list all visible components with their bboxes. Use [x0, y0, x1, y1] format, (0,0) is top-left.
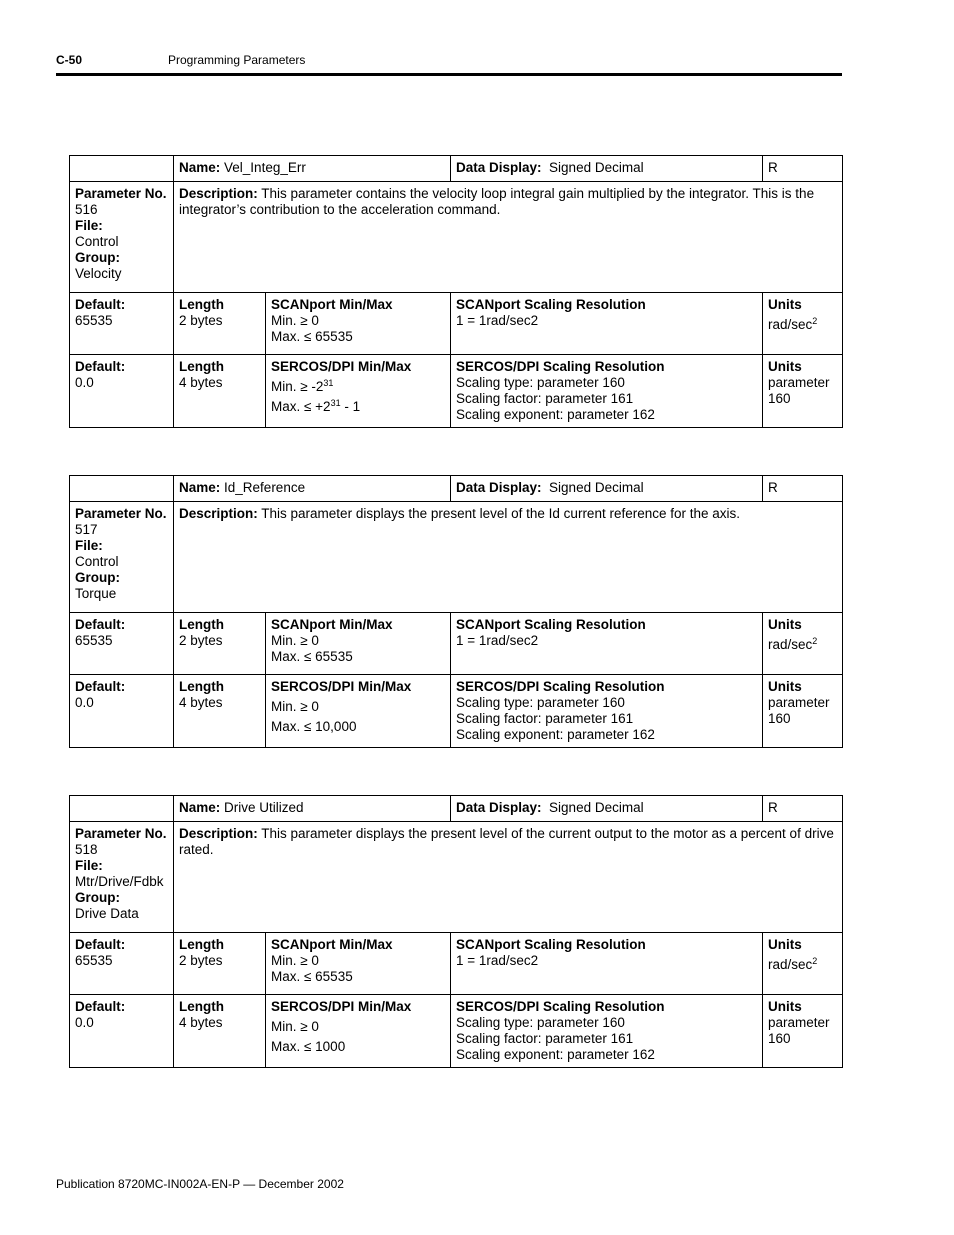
group-value: Drive Data	[75, 906, 139, 921]
parameter-table-516	[69, 155, 843, 428]
scanport-units-cell	[763, 293, 843, 355]
sercos-units-cell	[763, 675, 843, 748]
file-label: File:	[75, 858, 103, 873]
name-cell	[174, 476, 451, 502]
scanport-scaling-cell	[451, 613, 763, 675]
blank-cell	[70, 476, 174, 502]
page-number: C-50	[56, 53, 83, 67]
sercos-minmax-cell	[266, 355, 451, 428]
units-line: parameter	[768, 1015, 830, 1030]
sercos-scaling-cell	[451, 995, 763, 1068]
max-tail: - 1	[340, 399, 361, 414]
min-exponent: 31	[323, 378, 334, 388]
scaling-line: Scaling exponent: parameter 162	[456, 1047, 655, 1062]
default-label: Default:	[75, 937, 126, 952]
default-label: Default:	[75, 679, 126, 694]
scanport-scaling-label: SCANport Scaling Resolution	[456, 617, 646, 632]
data-display-cell	[451, 796, 763, 822]
length-label: Length	[179, 297, 224, 312]
parameter-no-value: 516	[75, 202, 98, 217]
file-value: Mtr/Drive/Fdbk	[75, 874, 164, 889]
scanport-default-cell	[70, 613, 174, 675]
blank-cell	[70, 156, 174, 182]
data-display-label: Data Display:	[456, 480, 542, 495]
scaling-line: Scaling factor: parameter 161	[456, 391, 634, 406]
length-value: 4 bytes	[179, 1015, 223, 1030]
max-value	[271, 399, 445, 415]
scanport-minmax-cell	[266, 613, 451, 675]
scanport-length-cell	[174, 613, 266, 675]
group-value: Torque	[75, 586, 117, 601]
units-base: rad/sec	[768, 317, 813, 332]
parameter-no-label: Parameter No.	[75, 506, 167, 521]
sercos-minmax-label: SERCOS/DPI Min/Max	[271, 679, 412, 694]
data-display-label: Data Display:	[456, 160, 542, 175]
sercos-scaling-cell	[451, 355, 763, 428]
header-rule	[56, 73, 842, 76]
scaling-line: Scaling type: parameter 160	[456, 1015, 625, 1030]
group-value: Velocity	[75, 266, 122, 281]
max-value: Max. ≤ 65535	[271, 649, 353, 664]
sercos-scaling-label: SERCOS/DPI Scaling Resolution	[456, 999, 665, 1014]
min-value: Min. ≥ 0	[271, 313, 319, 328]
units-base: rad/sec	[768, 957, 813, 972]
name-cell	[174, 796, 451, 822]
sercos-units-cell	[763, 995, 843, 1068]
units-line: 160	[768, 711, 791, 726]
sercos-default-cell	[70, 355, 174, 428]
min-value	[271, 1019, 445, 1035]
group-label: Group:	[75, 890, 120, 905]
sercos-minmax-label: SERCOS/DPI Min/Max	[271, 359, 412, 374]
units-line: 160	[768, 391, 791, 406]
scaling-line: Scaling exponent: parameter 162	[456, 407, 655, 422]
default-label: Default:	[75, 617, 126, 632]
units-value	[768, 637, 837, 653]
units-line: 160	[768, 1031, 791, 1046]
length-value: 2 bytes	[179, 953, 223, 968]
scanport-length-cell	[174, 933, 266, 995]
length-value: 4 bytes	[179, 695, 223, 710]
param-name: Vel_Integ_Err	[224, 160, 306, 175]
length-value: 2 bytes	[179, 313, 223, 328]
sercos-minmax-cell	[266, 995, 451, 1068]
sercos-scaling-label: SERCOS/DPI Scaling Resolution	[456, 359, 665, 374]
scanport-scaling-label: SCANport Scaling Resolution	[456, 297, 646, 312]
scaling-line: Scaling exponent: parameter 162	[456, 727, 655, 742]
max-value	[271, 1039, 445, 1055]
length-value: 4 bytes	[179, 375, 223, 390]
scanport-minmax-label: SCANport Min/Max	[271, 937, 393, 952]
min-value: Min. ≥ 0	[271, 633, 319, 648]
access-cell: R	[763, 476, 843, 502]
description-cell	[174, 182, 843, 293]
name-label: Name:	[179, 480, 221, 495]
description-label: Description:	[179, 826, 258, 841]
default-label: Default:	[75, 297, 126, 312]
scaling-line: Scaling type: parameter 160	[456, 695, 625, 710]
units-line: parameter	[768, 695, 830, 710]
units-label: Units	[768, 617, 802, 632]
sercos-units-cell	[763, 355, 843, 428]
data-display-value: Signed Decimal	[549, 480, 644, 495]
sercos-default-cell	[70, 995, 174, 1068]
default-value: 65535	[75, 313, 113, 328]
name-label: Name:	[179, 800, 221, 815]
min-base: Min. ≥ 0	[271, 699, 319, 714]
sercos-scaling-cell	[451, 675, 763, 748]
description-cell	[174, 822, 843, 933]
scaling-line: 1 = 1rad/sec2	[456, 953, 539, 968]
length-label: Length	[179, 617, 224, 632]
name-cell	[174, 156, 451, 182]
sercos-length-cell	[174, 675, 266, 748]
min-base: Min. ≥ 0	[271, 1019, 319, 1034]
description-text: This parameter displays the present level of the current output to the motor as a percent of drive rated.	[179, 826, 834, 857]
param-name: Drive Utilized	[224, 800, 304, 815]
param-info-cell	[70, 822, 174, 933]
scanport-minmax-cell	[266, 933, 451, 995]
units-label: Units	[768, 999, 802, 1014]
default-value: 0.0	[75, 1015, 94, 1030]
scaling-line: 1 = 1rad/sec2	[456, 633, 539, 648]
publication-footer: Publication 8720MC-IN002A-EN-P — December 2002	[56, 1177, 344, 1191]
description-text: This parameter displays the present level of the Id current reference for the axis.	[261, 506, 741, 521]
default-label: Default:	[75, 359, 126, 374]
units-base: rad/sec	[768, 637, 813, 652]
scaling-line: Scaling type: parameter 160	[456, 375, 625, 390]
param-info-cell	[70, 502, 174, 613]
min-base: Min. ≥ -2	[271, 379, 324, 394]
units-line: parameter	[768, 375, 830, 390]
units-value	[768, 957, 837, 973]
param-info-cell	[70, 182, 174, 293]
default-value: 0.0	[75, 375, 94, 390]
default-label: Default:	[75, 999, 126, 1014]
units-exponent: 2	[812, 316, 818, 326]
scanport-units-cell	[763, 933, 843, 995]
section-title: Programming Parameters	[168, 53, 306, 67]
units-label: Units	[768, 937, 802, 952]
units-label: Units	[768, 679, 802, 694]
data-display-cell	[451, 156, 763, 182]
description-label: Description:	[179, 186, 258, 201]
max-value	[271, 719, 445, 735]
access-cell: R	[763, 156, 843, 182]
length-value: 2 bytes	[179, 633, 223, 648]
min-value	[271, 699, 445, 715]
length-label: Length	[179, 359, 224, 374]
sercos-length-cell	[174, 995, 266, 1068]
default-value: 65535	[75, 953, 113, 968]
min-value: Min. ≥ 0	[271, 953, 319, 968]
sercos-scaling-label: SERCOS/DPI Scaling Resolution	[456, 679, 665, 694]
scaling-line: 1 = 1rad/sec2	[456, 313, 539, 328]
units-label: Units	[768, 297, 802, 312]
data-display-cell	[451, 476, 763, 502]
sercos-default-cell	[70, 675, 174, 748]
data-display-value: Signed Decimal	[549, 160, 644, 175]
scaling-line: Scaling factor: parameter 161	[456, 711, 634, 726]
default-value: 0.0	[75, 695, 94, 710]
sercos-minmax-cell	[266, 675, 451, 748]
name-label: Name:	[179, 160, 221, 175]
scanport-minmax-cell	[266, 293, 451, 355]
scaling-line: Scaling factor: parameter 161	[456, 1031, 634, 1046]
max-value: Max. ≤ 65535	[271, 969, 353, 984]
blank-cell	[70, 796, 174, 822]
description-cell	[174, 502, 843, 613]
description-text: This parameter contains the velocity loop integral gain multiplied by the integrator. This is the integrator’s contribution to the acceleration command.	[179, 186, 815, 217]
group-label: Group:	[75, 570, 120, 585]
length-label: Length	[179, 937, 224, 952]
max-base: Max. ≤ 10,000	[271, 719, 357, 734]
length-label: Length	[179, 999, 224, 1014]
scanport-length-cell	[174, 293, 266, 355]
data-display-label: Data Display:	[456, 800, 542, 815]
max-base: Max. ≤ 1000	[271, 1039, 346, 1054]
scanport-units-cell	[763, 613, 843, 675]
file-value: Control	[75, 554, 119, 569]
parameter-table-518	[69, 795, 843, 1068]
units-value	[768, 317, 837, 333]
units-exponent: 2	[812, 636, 818, 646]
units-exponent: 2	[812, 956, 818, 966]
sercos-minmax-label: SERCOS/DPI Min/Max	[271, 999, 412, 1014]
scanport-default-cell	[70, 293, 174, 355]
scanport-scaling-label: SCANport Scaling Resolution	[456, 937, 646, 952]
min-value	[271, 379, 445, 395]
description-label: Description:	[179, 506, 258, 521]
data-display-value: Signed Decimal	[549, 800, 644, 815]
units-label: Units	[768, 359, 802, 374]
file-label: File:	[75, 538, 103, 553]
scanport-default-cell	[70, 933, 174, 995]
access-cell: R	[763, 796, 843, 822]
max-base: Max. ≤ +2	[271, 399, 331, 414]
length-label: Length	[179, 679, 224, 694]
scanport-scaling-cell	[451, 933, 763, 995]
file-value: Control	[75, 234, 119, 249]
scanport-scaling-cell	[451, 293, 763, 355]
param-name: Id_Reference	[224, 480, 306, 495]
default-value: 65535	[75, 633, 113, 648]
parameter-no-label: Parameter No.	[75, 826, 167, 841]
parameter-no-value: 518	[75, 842, 98, 857]
max-exponent: 31	[330, 398, 341, 408]
sercos-length-cell	[174, 355, 266, 428]
parameter-no-value: 517	[75, 522, 98, 537]
scanport-minmax-label: SCANport Min/Max	[271, 297, 393, 312]
parameter-table-517	[69, 475, 843, 748]
max-value: Max. ≤ 65535	[271, 329, 353, 344]
parameter-no-label: Parameter No.	[75, 186, 167, 201]
scanport-minmax-label: SCANport Min/Max	[271, 617, 393, 632]
group-label: Group:	[75, 250, 120, 265]
file-label: File:	[75, 218, 103, 233]
